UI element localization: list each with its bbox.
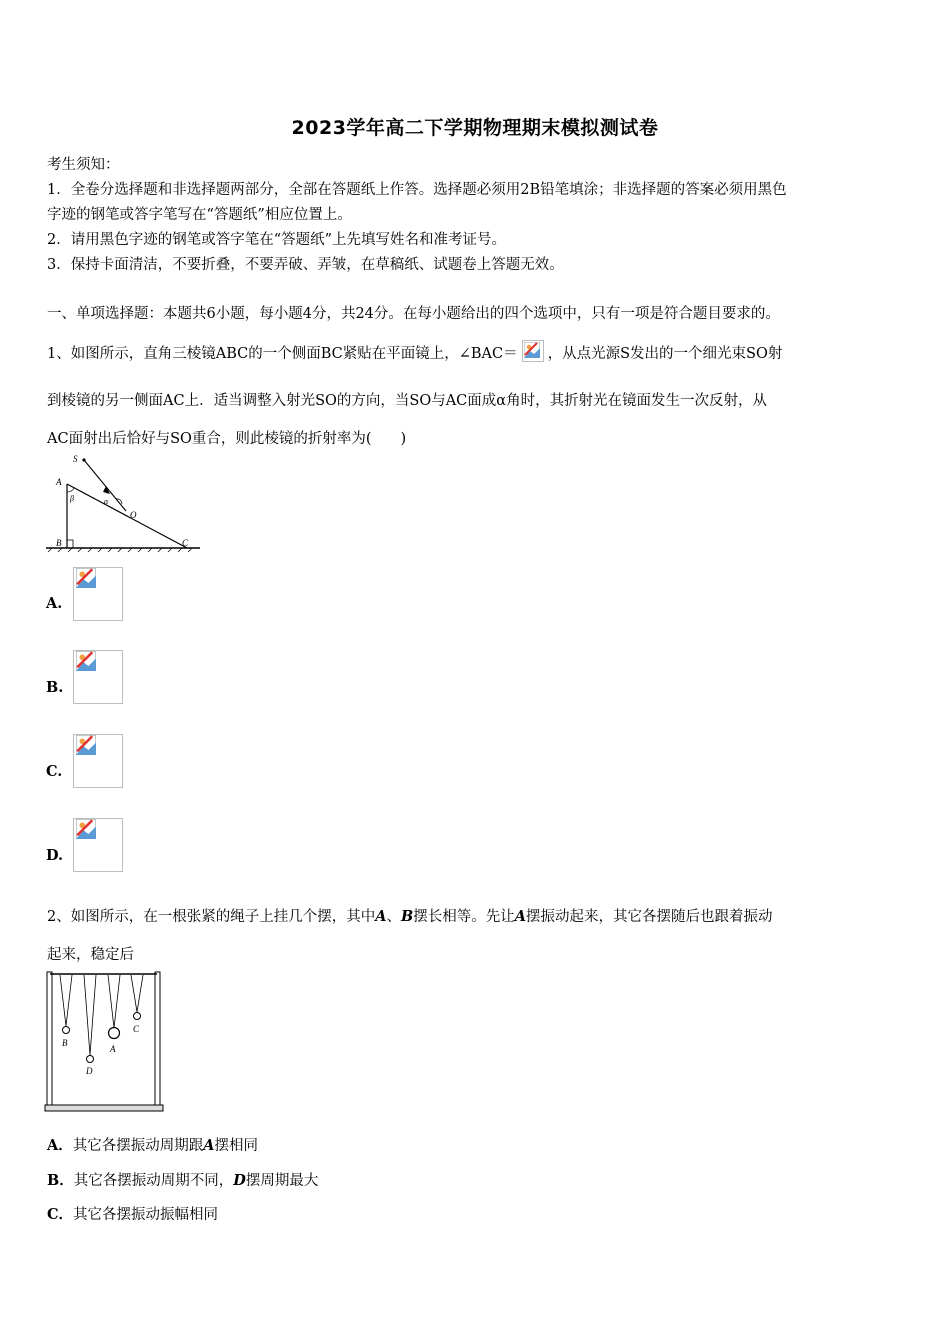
q2-option-c-label: C． xyxy=(47,1206,74,1223)
broken-image-icon xyxy=(76,651,96,671)
label-beta: β xyxy=(70,494,74,503)
notice-item: 2．请用黑色字迹的钢笔或答字笔在“答题纸”上先填写姓名和准考证号。 xyxy=(47,232,507,248)
label-b: B xyxy=(56,538,62,548)
label-c: C xyxy=(182,538,189,548)
q2-text-c: 摆振动起来，其它各摆随后也跟着振动 xyxy=(526,909,773,925)
section-heading: 一、单项选择题：本题共6小题，每小题4分，共24分。在每小题给出的四个选项中，只有一项是符合题目要求的。 xyxy=(47,306,780,322)
q1-option-a-image xyxy=(73,567,123,621)
label-s: S xyxy=(73,454,78,464)
q2-line-1 xyxy=(47,905,773,926)
q2-var-a2: A xyxy=(514,908,527,925)
label-pendulum-a: A xyxy=(110,1044,116,1054)
q1-line-2: 到棱镜的另一侧面AC上．适当调整入射光SO的方向，当SO与AC面成α角时，其折射光在镜面发生一次反射，从 xyxy=(47,393,768,409)
q1-option-c-image xyxy=(73,734,123,788)
q2-sep: 、 xyxy=(386,909,401,925)
label-alpha: α xyxy=(104,497,109,506)
q1-line-1 xyxy=(47,340,782,363)
notice-item: 1．全卷分选择题和非选择题两部分，全部在答题纸上作答。选择题必须用2B铅笔填涂；非选择题的答案必须用黑色 xyxy=(47,182,787,198)
q1-line-3: AC面射出后恰好与SO重合，则此棱镜的折射率为( ) xyxy=(47,431,407,447)
q1-option-a-label: A. xyxy=(46,595,63,612)
page-title: 2023学年高二下学期物理期末模拟测试卷 xyxy=(291,117,659,139)
notice-item: 3．保持卡面清洁，不要折叠，不要弄破、弄皱，在草稿纸、试题卷上答题无效。 xyxy=(47,257,564,273)
q2-option-a-var: A xyxy=(203,1137,215,1154)
q1-option-d-image xyxy=(73,818,123,872)
q2-option-b-label: B． xyxy=(47,1172,74,1189)
notice-item: 字迹的钢笔或答字笔写在“答题纸”相应位置上。 xyxy=(47,207,352,223)
q2-option-b-text-post: 摆周期最大 xyxy=(245,1173,319,1189)
q1-option-c-label: C. xyxy=(46,763,63,780)
q2-option-a-text-post: 摆相同 xyxy=(214,1138,259,1154)
q1-option-b-image xyxy=(73,650,123,704)
q2-option-b-var: D xyxy=(233,1172,246,1189)
q2-option-c xyxy=(47,1203,218,1224)
label-a: A xyxy=(56,477,62,487)
q1-text-post: ，从点光源S发出的一个细光束SO射 xyxy=(547,346,783,362)
label-pendulum-b: B xyxy=(62,1038,68,1048)
q1-option-d-label: D. xyxy=(46,847,64,864)
q1-text-pre: 1、如图所示，直角三棱镜ABC的一个侧面BC紧贴在平面镜上，∠BAC＝ xyxy=(47,346,518,362)
broken-image-icon xyxy=(76,735,96,755)
q2-option-b-text: 其它各摆振动周期不同， xyxy=(73,1173,234,1189)
q2-var-b: B xyxy=(401,908,414,925)
broken-image-icon xyxy=(76,819,96,839)
label-pendulum-c: C xyxy=(133,1024,140,1034)
broken-image-icon xyxy=(522,340,544,362)
prism-figure xyxy=(44,452,204,554)
label-pendulum-d: D xyxy=(86,1066,93,1076)
q2-option-a xyxy=(47,1134,258,1155)
broken-image-icon xyxy=(76,568,96,588)
label-o: O xyxy=(130,510,137,520)
q2-option-b xyxy=(47,1169,318,1190)
q2-option-c-text: 其它各摆振动振幅相同 xyxy=(73,1207,219,1223)
q2-text-b: 摆长相等。先让 xyxy=(413,909,515,925)
q2-text-a: 2、如图所示，在一根张紧的绳子上挂几个摆，其中 xyxy=(47,909,376,925)
q2-line-2: 起来，稳定后 xyxy=(47,947,134,963)
q2-option-a-text: 其它各摆振动周期跟 xyxy=(72,1138,204,1154)
pendulum-figure xyxy=(44,968,168,1116)
q2-var-a: A xyxy=(375,908,387,925)
q1-option-b-label: B. xyxy=(46,679,64,696)
q2-option-a-label: A． xyxy=(47,1137,73,1154)
notice-heading: 考生须知： xyxy=(47,157,120,173)
